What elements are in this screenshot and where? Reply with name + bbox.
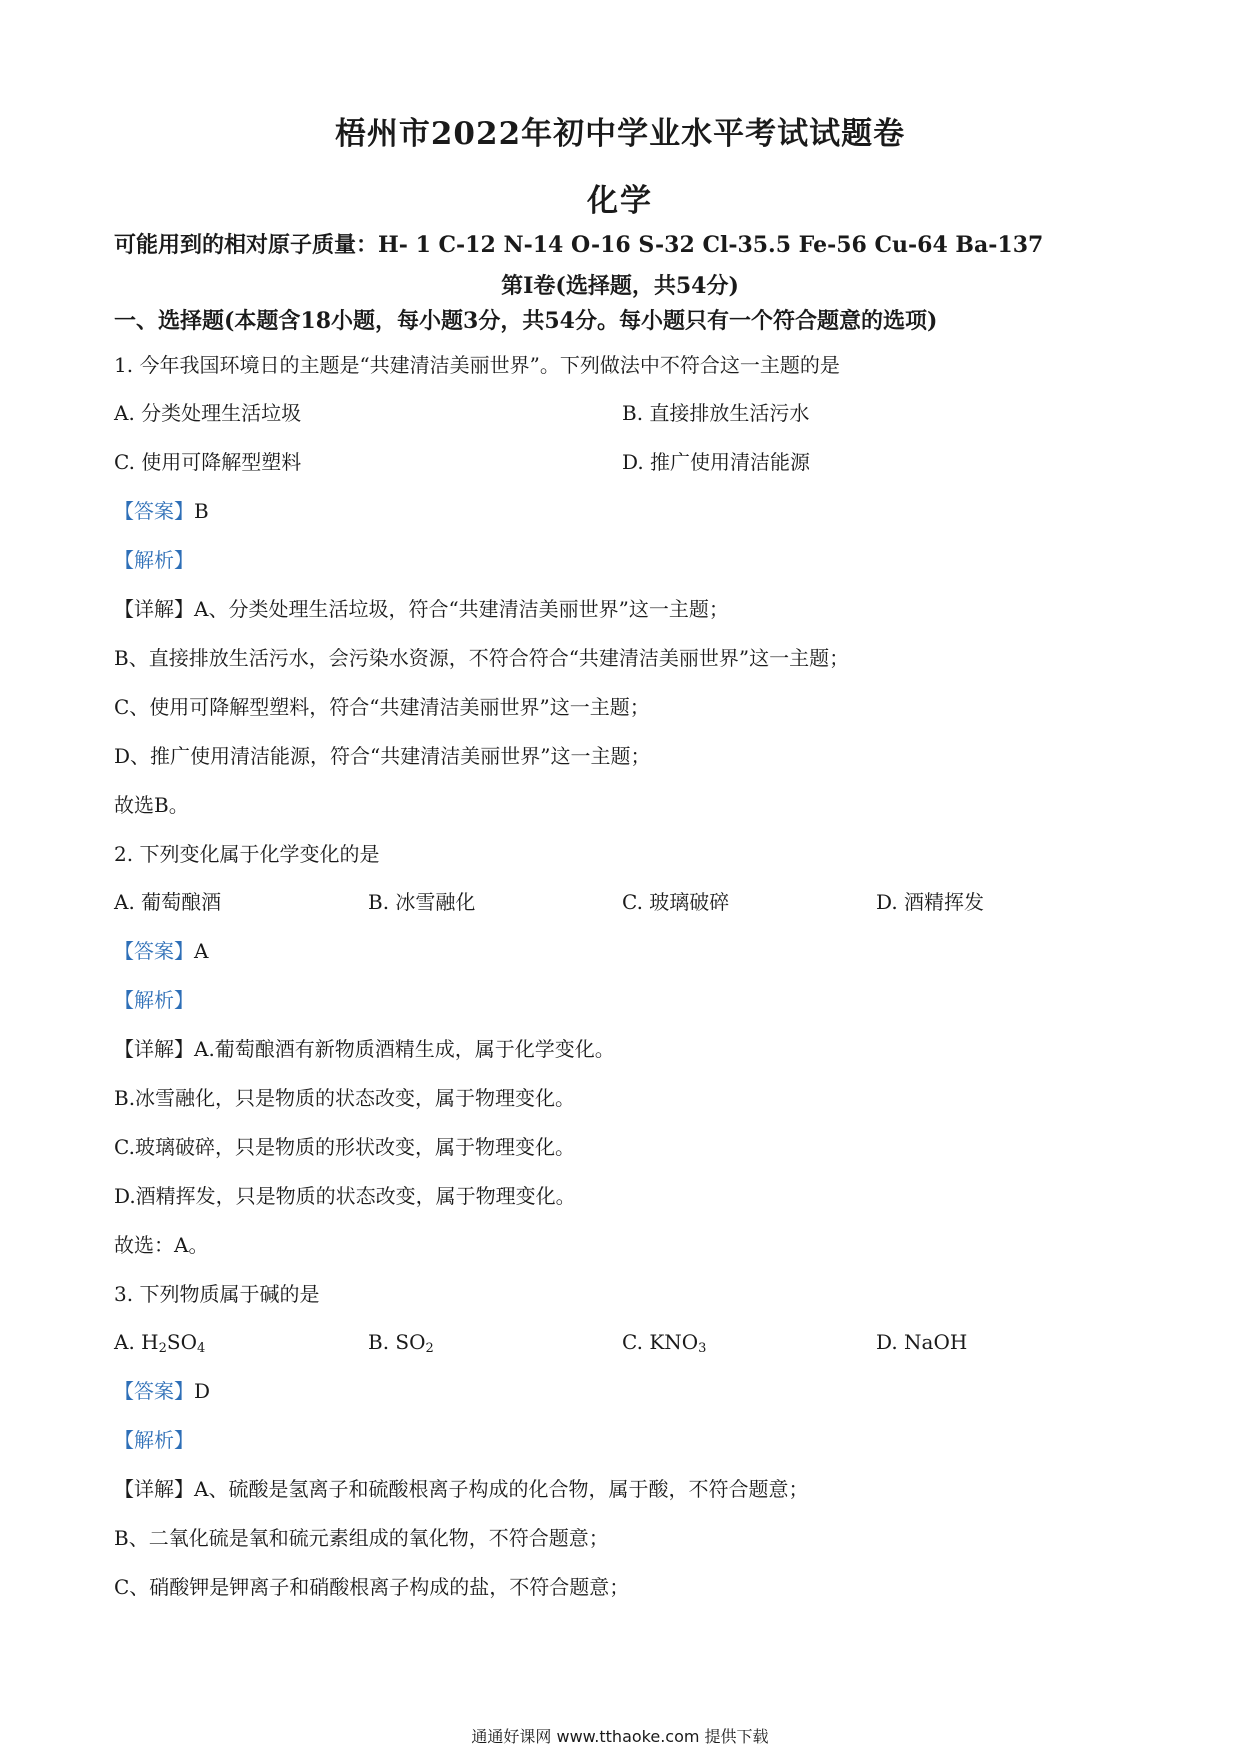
detail-text: A.葡萄酿酒有新物质酒精生成，属于化学变化。	[194, 1037, 615, 1061]
q3-option-d: D. NaOH	[876, 1330, 968, 1354]
q1-option-a: A. 分类处理生活垃圾	[114, 401, 302, 425]
detail-text: A、分类处理生活垃圾，符合“共建清洁美丽世界”这一主题；	[194, 597, 729, 621]
q3-option-c: C. $KNO_3$	[622, 1330, 707, 1356]
exam-title: 梧州市2022年初中学业水平考试试题卷	[334, 116, 906, 152]
analysis-tag: 【解析】	[114, 1428, 194, 1452]
answer-tag: 【答案】	[114, 939, 194, 963]
q3-option-a: A. $H_2SO_4$	[114, 1330, 206, 1356]
q2-option-b: B. 冰雪融化	[368, 890, 476, 914]
volume-title: 第Ⅰ卷(选择题，共54分)	[501, 273, 739, 299]
q3-stem: 3. 下列物质属于碱的是	[114, 1282, 320, 1306]
detail-text: A、硫酸是氢离子和硫酸根离子构成的化合物，属于酸，不符合题意；	[194, 1477, 809, 1501]
q2-detail-1: B.冰雪融化，只是物质的状态改变，属于物理变化。	[114, 1086, 576, 1110]
q1-analysis	[114, 546, 194, 574]
q3-detail-0	[114, 1475, 808, 1503]
q1-option-b: B. 直接排放生活污水	[622, 401, 810, 425]
q2-detail-2: C.玻璃破碎，只是物质的形状改变，属于物理变化。	[114, 1135, 575, 1159]
q3-option-b: B. $SO_2$	[368, 1330, 434, 1356]
q2-option-d: D. 酒精挥发	[876, 890, 985, 914]
q1-option-d: D. 推广使用清洁能源	[622, 450, 811, 474]
q1-detail-1: B、直接排放生活污水，会污染水资源，不符合符合“共建清洁美丽世界”这一主题；	[114, 646, 850, 670]
q3-analysis	[114, 1426, 194, 1454]
q3-answer	[114, 1377, 210, 1405]
q2-conclusion: 故选：A。	[114, 1233, 209, 1257]
q1-conclusion: 故选B。	[114, 793, 189, 817]
subject-title: 化学	[587, 183, 653, 219]
q2-option-c: C. 玻璃破碎	[622, 890, 730, 914]
detail-tag: 【详解】	[114, 1037, 194, 1061]
q2-option-a: A. 葡萄酿酒	[114, 890, 222, 914]
q1-detail-3: D、推广使用清洁能源，符合“共建清洁美丽世界”这一主题；	[114, 744, 651, 768]
q1-answer	[114, 497, 209, 525]
answer-tag: 【答案】	[114, 499, 194, 523]
q1-option-c: C. 使用可降解型塑料	[114, 450, 302, 474]
detail-tag: 【详解】	[114, 1477, 194, 1501]
q2-detail-3: D.酒精挥发，只是物质的状态改变，属于物理变化。	[114, 1184, 576, 1208]
answer-value: A	[194, 939, 209, 963]
q2-detail-0	[114, 1035, 615, 1063]
q1-detail-2: C、使用可降解型塑料，符合“共建清洁美丽世界”这一主题；	[114, 695, 650, 719]
q2-answer	[114, 937, 208, 965]
analysis-tag: 【解析】	[114, 988, 194, 1012]
analysis-tag: 【解析】	[114, 548, 194, 572]
q2-stem: 2. 下列变化属于化学变化的是	[114, 842, 380, 866]
footer-download-note: 通通好课网 www.tthaoke.com 提供下载	[471, 1727, 769, 1746]
q2-analysis	[114, 986, 194, 1014]
atomic-masses: 可能用到的相对原子质量：H- 1 C-12 N-14 O-16 S-32 Cl-35.5 Fe-56 Cu-64 Ba-137	[114, 232, 1044, 258]
q3-detail-1: B、二氧化硫是氧和硫元素组成的氧化物，不符合题意；	[114, 1526, 609, 1550]
detail-tag: 【详解】	[114, 597, 194, 621]
section-title: 一、选择题(本题含18小题，每小题3分，共54分。每小题只有一个符合题意的选项)	[114, 308, 938, 334]
q1-stem: 1. 今年我国环境日的主题是“共建清洁美丽世界”。下列做法中不符合这一主题的是	[114, 353, 840, 377]
answer-value: B	[194, 499, 209, 523]
q1-detail-0	[114, 595, 729, 623]
answer-value: D	[194, 1379, 211, 1403]
q3-detail-2: C、硝酸钾是钾离子和硝酸根离子构成的盐，不符合题意；	[114, 1575, 630, 1599]
answer-tag: 【答案】	[114, 1379, 194, 1403]
